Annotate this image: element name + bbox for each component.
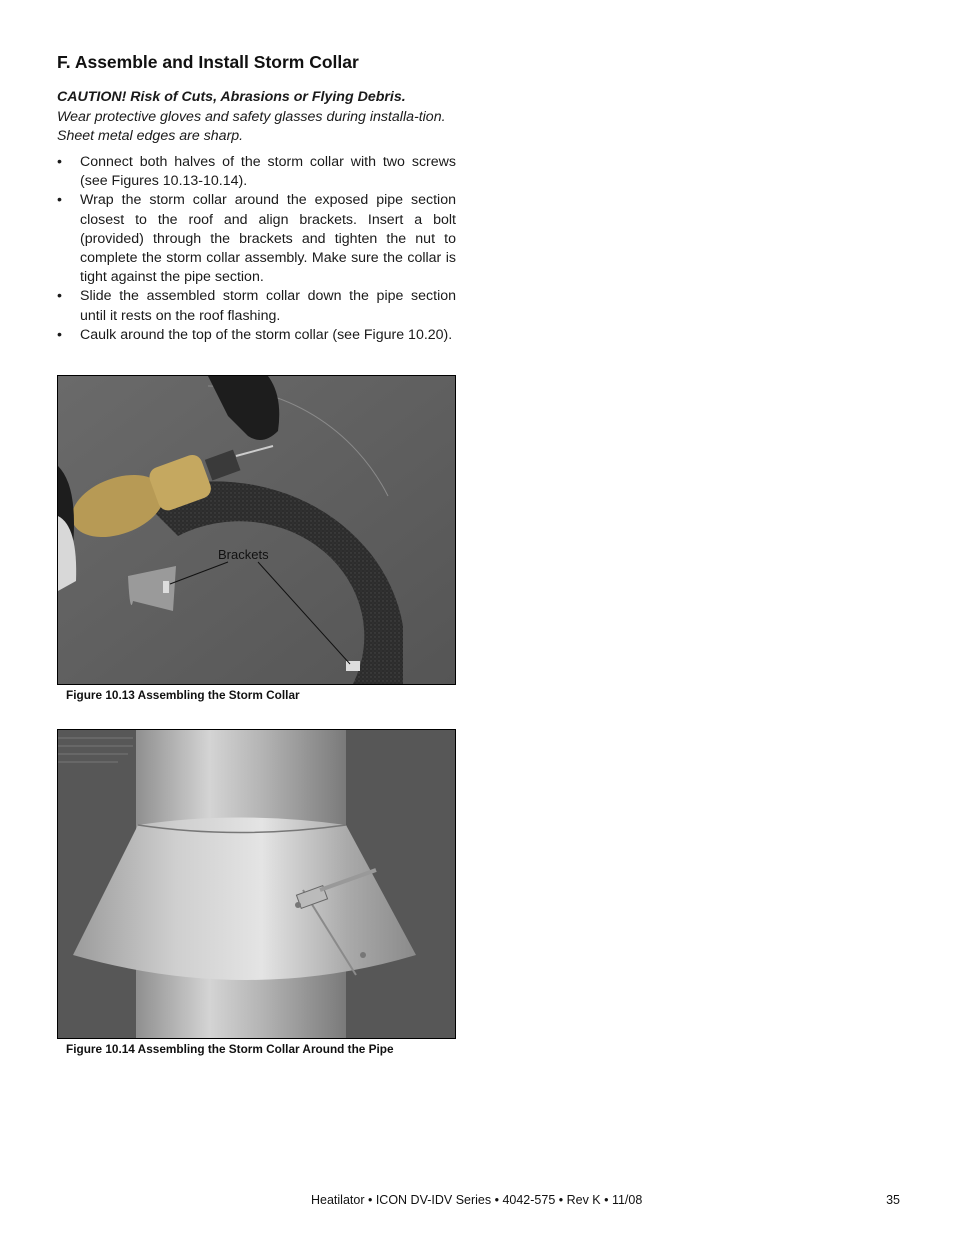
- section-heading: F. Assemble and Install Storm Collar: [57, 52, 359, 72]
- caution-lead: CAUTION! Risk of Cuts, Abrasions or Flying Debris.: [57, 89, 406, 105]
- page-number: 35: [886, 1193, 900, 1207]
- caution-body: Wear protective gloves and safety glasses during installa-tion. Sheet metal edges are sharp.: [57, 108, 446, 144]
- figure-caption: Figure 10.14 Assembling the Storm Collar Around the Pipe: [66, 1042, 394, 1056]
- figure-storm-collar-around-pipe-photo: [57, 729, 456, 1039]
- figure-storm-collar-assembly-photo: [57, 375, 456, 685]
- instruction-list: [57, 153, 456, 345]
- figure-caption: Figure 10.13 Assembling the Storm Collar: [66, 688, 300, 702]
- bracket-left: [163, 581, 169, 593]
- storm-collar-pipe-illustration: [58, 730, 455, 1038]
- caution-notice: [57, 88, 457, 147]
- footer-series: Heatilator • ICON DV-IDV Series • 4042-575 • Rev K • 11/08: [311, 1193, 643, 1207]
- list-item: • Connect both halves of the storm collar with two screws (see Figures 10.13-10.14).: [57, 153, 456, 191]
- list-item: • Wrap the storm collar around the exposed pipe section closest to the roof and align brackets. Insert a bolt (provided) through the brackets and tighten the nut to complete the storm collar assembly. Make sure the collar is tight against the pipe section.: [57, 191, 456, 287]
- list-item: • Slide the assembled storm collar down the pipe section until it rests on the roof flashing.: [57, 287, 456, 325]
- brackets-callout-label: Brackets: [218, 547, 269, 562]
- storm-collar-photo-illustration: [58, 376, 455, 684]
- list-item: • Caulk around the top of the storm collar (see Figure 10.20).: [57, 326, 456, 345]
